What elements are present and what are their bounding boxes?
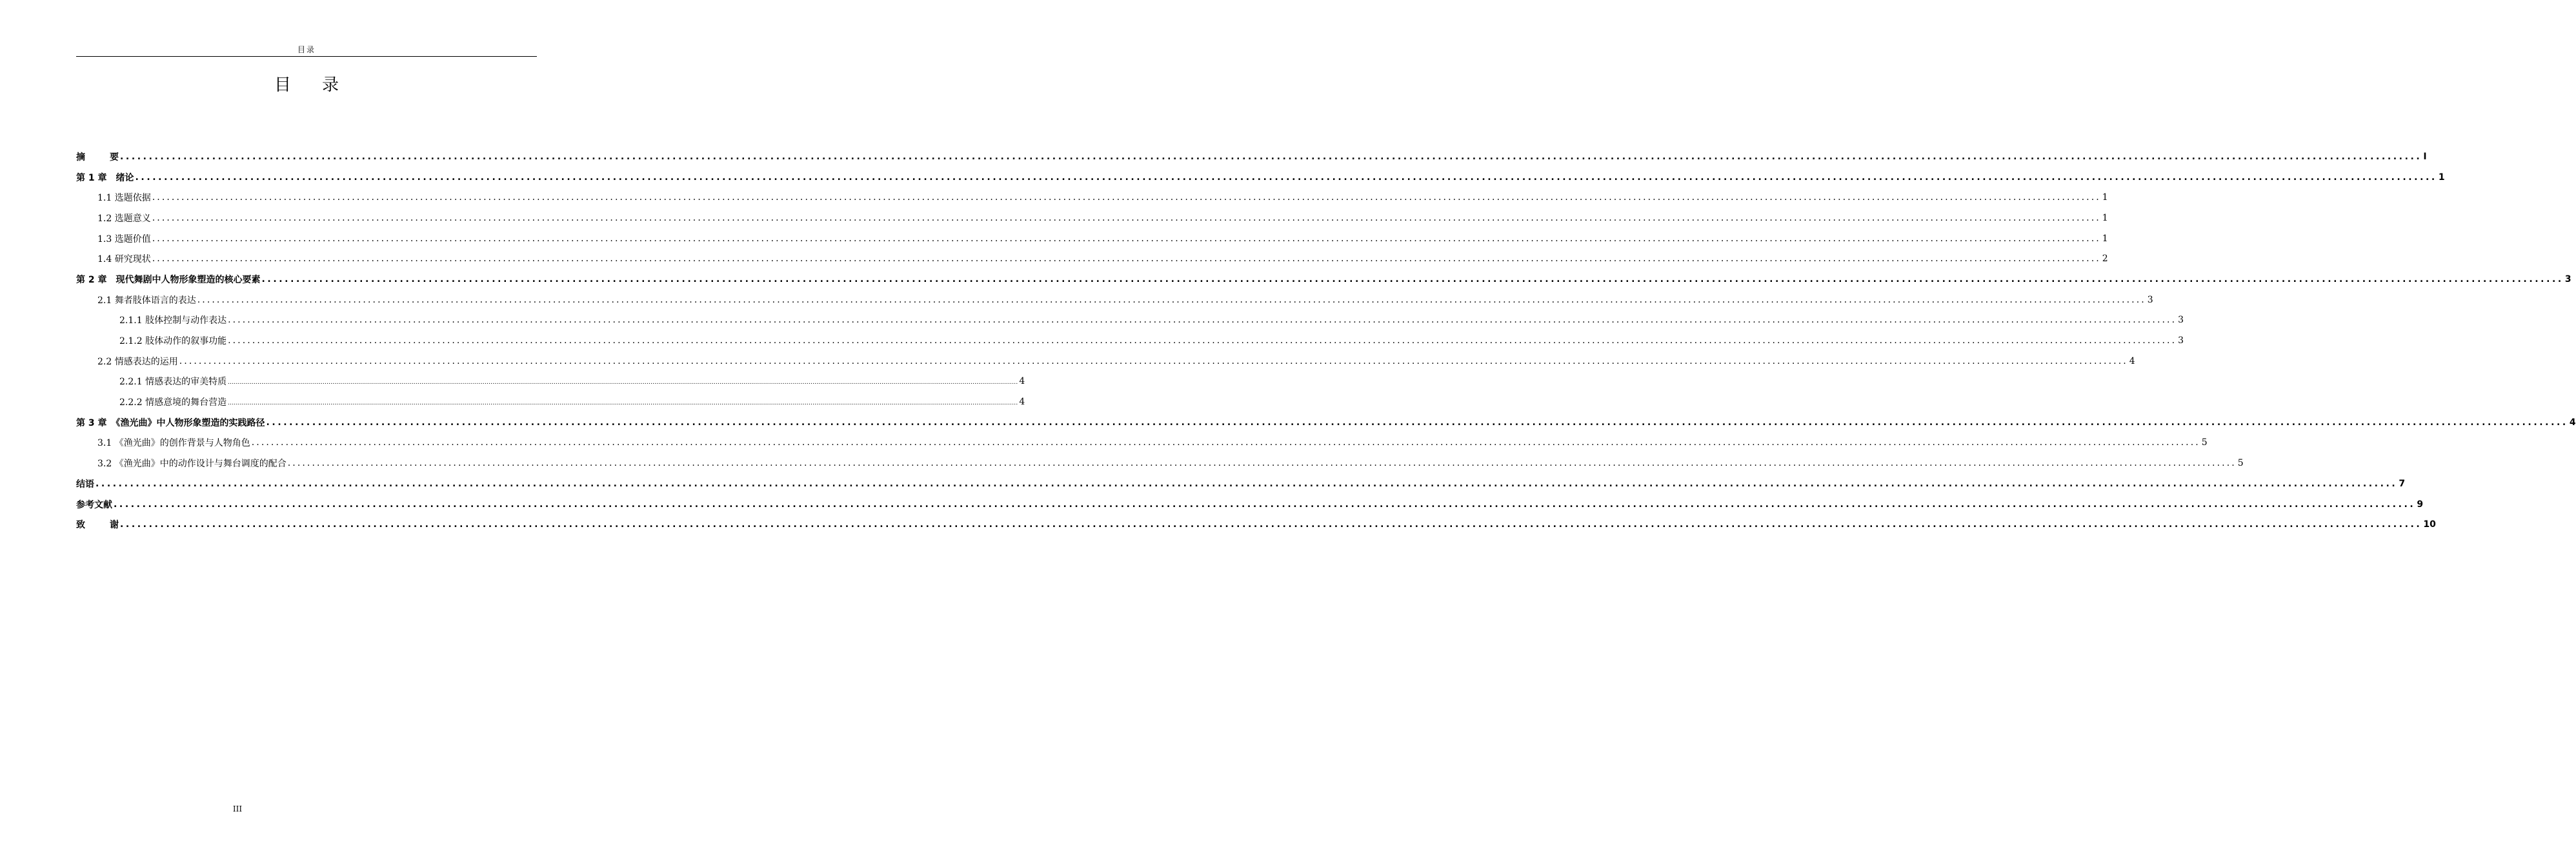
toc-entry-label: 2.2.1 情感表达的审美特质	[119, 377, 227, 388]
table-of-contents	[76, 146, 2576, 535]
toc-dot-leader: ................................................................................................................................................................................................................................................................................................................................................................................................................	[228, 315, 2177, 326]
toc-dot-leader: ................................................................................................................................................................................................................................................................................................................................................................................................................	[120, 519, 2422, 530]
toc-title	[76, 74, 537, 96]
toc-entry-label: 1.4 研究现状	[97, 254, 151, 265]
toc-entry-page: 1	[2102, 233, 2108, 244]
toc-entry-label: 3.2 《渔光曲》中的动作设计与舞台调度的配合	[97, 459, 287, 470]
toc-entry-label: 3.1 《渔光曲》的创作背景与人物角色	[97, 438, 250, 449]
toc-dot-leader: ................................................................................................................................................................................................................................................................................................................................................................................................................	[152, 212, 2101, 223]
toc-entry-page: 3	[2564, 274, 2571, 284]
toc-dot-leader: ................................................................................................................................................................................................................................................................................................................................................................................................................	[179, 355, 2128, 366]
toc-entry-page: 5	[2237, 458, 2244, 469]
toc-entry[interactable]	[76, 494, 2424, 515]
toc-entry-label: 摘 要	[76, 152, 119, 163]
toc-entry-label: 2.1.2 肢体动作的叙事功能	[119, 336, 227, 347]
toc-entry[interactable]	[76, 514, 2436, 535]
toc-entry-label: 结语	[76, 479, 94, 490]
toc-dot-leader: ................................................................................................................................................................................................................................................................................................................................................................................................................	[228, 379, 1018, 386]
toc-entry-label: 2.2 情感表达的运用	[97, 356, 178, 367]
toc-entry[interactable]	[76, 269, 2571, 290]
toc-dot-leader: ................................................................................................................................................................................................................................................................................................................................................................................................................	[266, 417, 2568, 428]
running-header: 目录	[297, 45, 316, 54]
toc-entry[interactable]	[76, 330, 2184, 351]
toc-entry-label: 第 2 章 现代舞剧中人物形象塑造的核心要素	[76, 274, 261, 285]
toc-entry[interactable]	[76, 248, 2108, 269]
toc-entry[interactable]	[76, 146, 2427, 167]
toc-dot-leader: ................................................................................................................................................................................................................................................................................................................................................................................................................	[261, 274, 2564, 284]
toc-dot-leader: ................................................................................................................................................................................................................................................................................................................................................................................................................	[228, 335, 2177, 346]
toc-entry-page: 9	[2417, 499, 2424, 510]
toc-entry-label: 2.1 舞者肢体语言的表达	[97, 295, 196, 306]
toc-entry-label: 2.1.1 肢体控制与动作表达	[119, 315, 227, 326]
page-number: III	[232, 804, 243, 813]
toc-dot-leader: ................................................................................................................................................................................................................................................................................................................................................................................................................	[120, 151, 2422, 162]
toc-entry[interactable]	[76, 187, 2108, 208]
toc-dot-leader: ................................................................................................................................................................................................................................................................................................................................................................................................................	[152, 254, 2101, 264]
toc-entry-page: 1	[2438, 172, 2445, 183]
toc-entry-page: 1	[2102, 192, 2108, 203]
toc-dot-leader: ................................................................................................................................................................................................................................................................................................................................................................................................................	[114, 499, 2416, 510]
toc-entry-page: I	[2423, 151, 2427, 162]
toc-title-char-2: 录	[322, 75, 339, 95]
toc-entry[interactable]	[76, 310, 2184, 331]
toc-entry-page: 1	[2102, 212, 2108, 223]
toc-entry-page: 4	[1019, 397, 1025, 408]
toc-entry-label: 1.1 选题依据	[97, 193, 151, 204]
toc-entry-page: 2	[2102, 254, 2108, 264]
toc-entry-page: 7	[2399, 478, 2406, 489]
toc-entry-label: 第 3 章 《渔光曲》中人物形象塑造的实践路径	[76, 417, 265, 428]
toc-entry[interactable]	[76, 167, 2445, 188]
toc-dot-leader: ................................................................................................................................................................................................................................................................................................................................................................................................................	[152, 192, 2101, 203]
toc-entry-page: 4	[1019, 376, 1025, 387]
toc-entry-page: 5	[2201, 437, 2208, 448]
toc-entry[interactable]	[76, 351, 2135, 372]
toc-entry-page: 3	[2147, 294, 2153, 305]
toc-entry-label: 参考文献	[76, 499, 112, 510]
toc-entry[interactable]	[76, 372, 1025, 392]
toc-dot-leader: ................................................................................................................................................................................................................................................................................................................................................................................................................	[228, 400, 1018, 407]
toc-entry-page: 3	[2178, 335, 2184, 346]
toc-entry[interactable]	[76, 208, 2108, 228]
toc-entry-label: 致 谢	[76, 520, 119, 531]
toc-entry[interactable]	[76, 473, 2406, 494]
header-divider	[76, 56, 537, 57]
toc-entry-label: 2.2.2 情感意境的舞台营造	[119, 397, 227, 408]
toc-entry-label: 1.2 选题意义	[97, 213, 151, 224]
toc-dot-leader: ................................................................................................................................................................................................................................................................................................................................................................................................................	[96, 478, 2398, 489]
toc-entry-label: 1.3 选题价值	[97, 234, 151, 244]
toc-dot-leader: ................................................................................................................................................................................................................................................................................................................................................................................................................	[135, 172, 2437, 183]
toc-entry[interactable]	[76, 392, 1025, 412]
toc-entry[interactable]	[76, 453, 2244, 473]
toc-entry-page: 4	[2569, 417, 2576, 428]
toc-dot-leader: ................................................................................................................................................................................................................................................................................................................................................................................................................	[287, 458, 2237, 469]
toc-entry[interactable]	[76, 412, 2576, 433]
toc-entry-page: 4	[2129, 355, 2135, 366]
toc-entry-label: 第 1 章 绪论	[76, 172, 134, 183]
toc-dot-leader: ................................................................................................................................................................................................................................................................................................................................................................................................................	[251, 437, 2200, 448]
toc-entry-page: 3	[2178, 315, 2184, 326]
toc-entry[interactable]	[76, 228, 2108, 249]
toc-entry[interactable]	[76, 433, 2208, 453]
toc-entry-page: 10	[2423, 519, 2436, 530]
toc-dot-leader: ................................................................................................................................................................................................................................................................................................................................................................................................................	[152, 233, 2101, 244]
toc-dot-leader: ................................................................................................................................................................................................................................................................................................................................................................................................................	[197, 294, 2146, 305]
toc-entry[interactable]	[76, 290, 2153, 310]
toc-title-char-1: 目	[274, 75, 291, 95]
